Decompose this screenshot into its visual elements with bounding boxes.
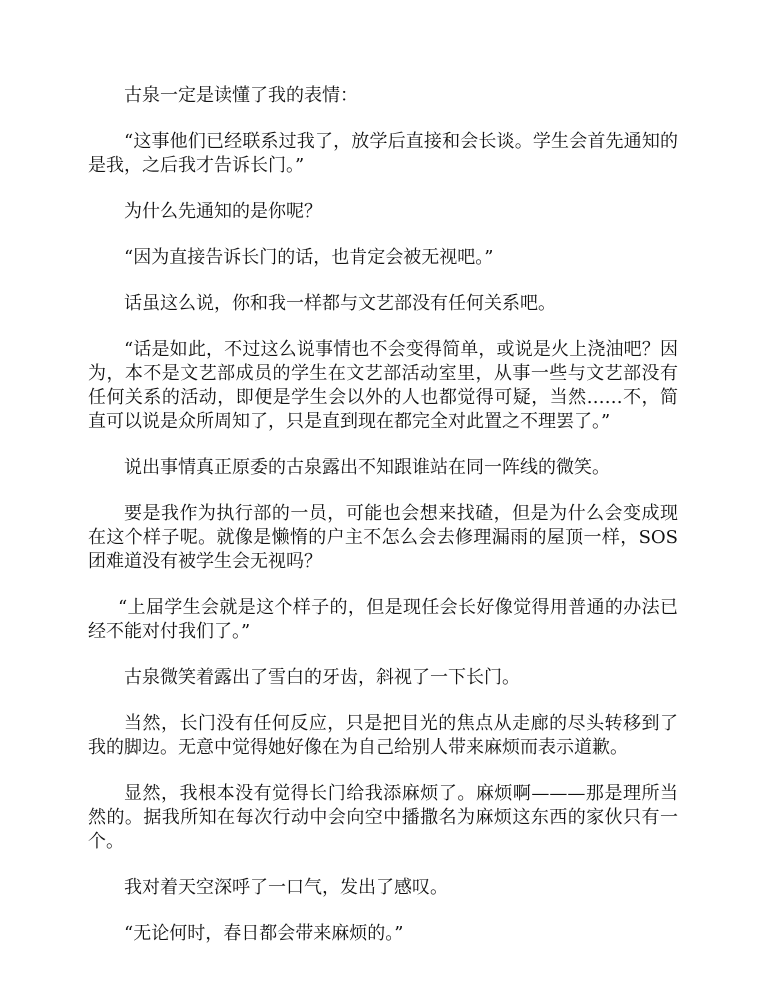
paragraph-6: “话是如此，不过这么说事情也不会变得简单，或说是火上浇油吧？因为，本不是文艺部成员的学生在文艺部活动室里，从事一些与文艺部没有任何关系的活动，即便是学生会以外的人也都觉得可疑，当然……不，简直可以说是众所周知了，只是直到现在都完全对此置之不理罢了。”: [88, 339, 678, 432]
paragraph-11: 当然，长门没有任何反应，只是把目光的焦点从走廊的尽头转移到了我的脚边。无意中觉得她好像在为自己给别人带来麻烦而表示道歉。: [88, 713, 678, 758]
paragraph-13: 我对着天空深呼了一口气，发出了感叹。: [124, 877, 448, 898]
paragraph-14: “无论何时，春日都会带来麻烦的。”: [124, 923, 404, 944]
text-body: [88, 84, 678, 968]
paragraph-1: 古泉一定是读懂了我的表情：: [124, 85, 358, 106]
paragraph-2: “这事他们已经联系过我了，放学后直接和会长谈。学生会首先通知的是我，之后我才告诉长门。”: [88, 131, 678, 176]
paragraph-5: 话虽这么说，你和我一样都与文艺部没有任何关系吧。: [124, 293, 556, 314]
paragraph-8: 要是我作为执行部的一员，可能也会想来找碴，但是为什么会变成现在这个样子呢。就像是懒惰的户主不怎么会去修理漏雨的屋顶一样，SOS团难道没有被学生会无视吗？: [88, 503, 678, 572]
paragraph-7: 说出事情真正原委的古泉露出不知跟谁站在同一阵线的微笑。: [124, 457, 610, 478]
paragraph-10: 古泉微笑着露出了雪白的牙齿，斜视了一下长门。: [124, 667, 520, 688]
paragraph-3: 为什么先通知的是你呢？: [124, 201, 322, 222]
paragraph-9: “上届学生会就是这个样子的，但是现任会长好像觉得用普通的办法已经不能对付我们了。”: [88, 597, 678, 642]
paragraph-12: 显然，我根本没有觉得长门给我添麻烦了。麻烦啊———那是理所当然的。据我所知在每次行动中会向空中播撒名为麻烦这东西的家伙只有一个。: [88, 783, 678, 852]
paragraph-4: “因为直接告诉长门的话，也肯定会被无视吧。”: [124, 247, 494, 268]
